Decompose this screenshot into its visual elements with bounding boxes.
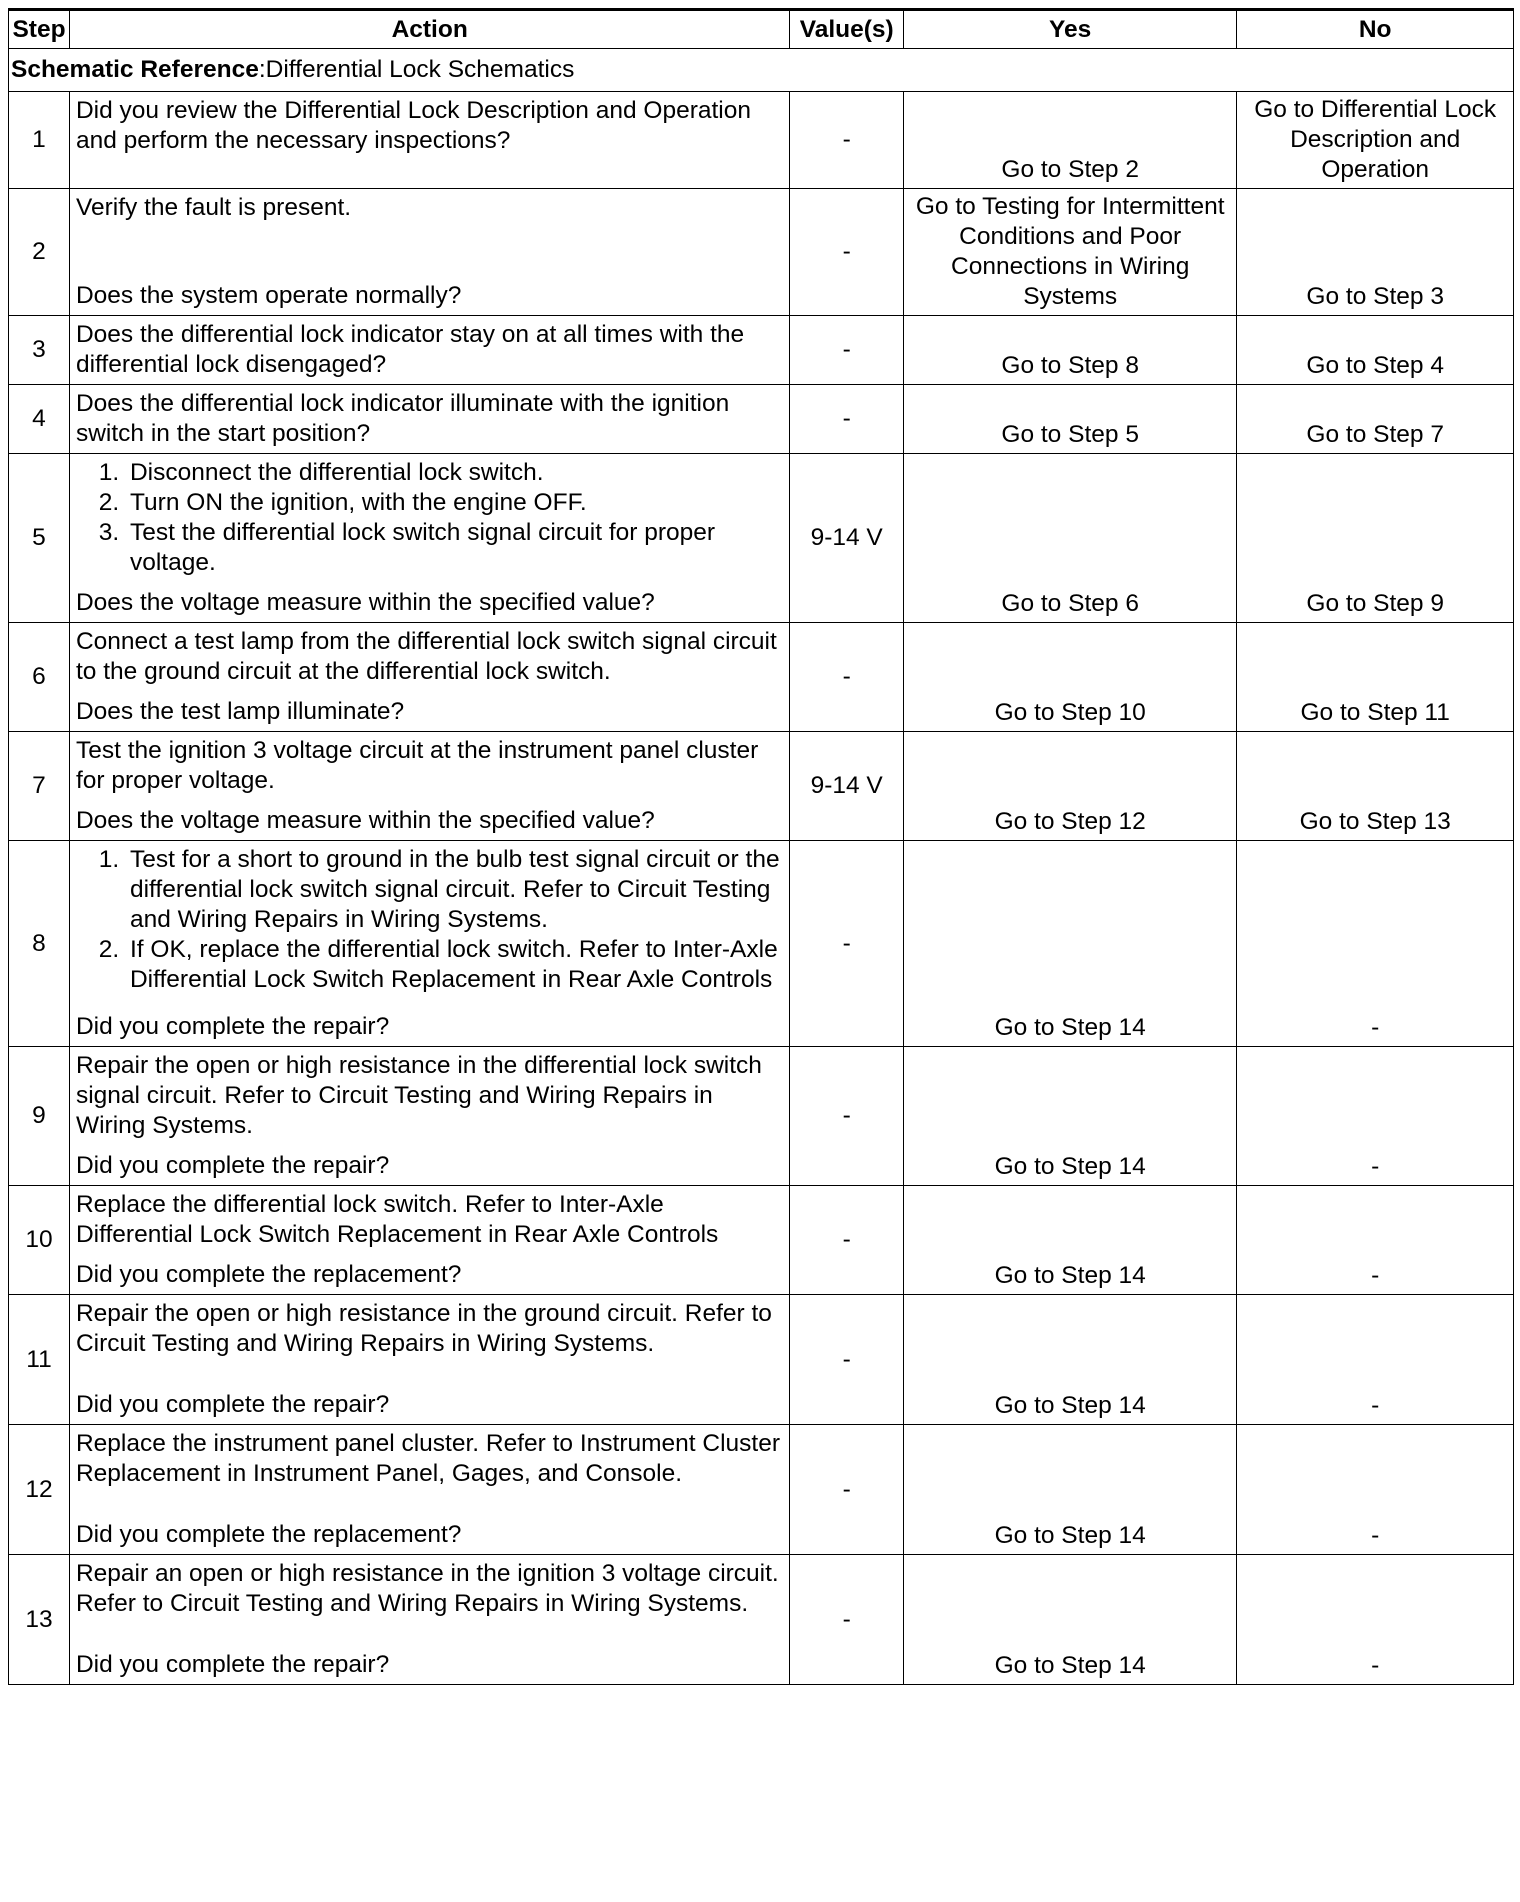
no-result-text: Go to Step 3: [1306, 283, 1444, 310]
action-cell: [69, 189, 789, 316]
action-content: [76, 1429, 783, 1550]
no-result-wrap: [1239, 457, 1511, 619]
header-step: Step: [9, 10, 70, 49]
table-row: [9, 1295, 1514, 1425]
yes-result-wrap: [906, 1428, 1234, 1551]
yes-result-text: Go to Step 14: [994, 1153, 1146, 1180]
value-cell: -: [790, 623, 904, 732]
no-result-wrap: [1239, 1189, 1511, 1291]
step-number: 11: [9, 1295, 70, 1425]
value-cell: 9-14 V: [790, 454, 904, 623]
action-step-item: 1. Test for a short to ground in the bulb test signal circuit or the differential lock switch signal circuit. Refer to Circuit Testing and Wiring Repairs in Wiring Systems.: [126, 845, 783, 935]
yes-result-text: Go to Step 14: [994, 1262, 1146, 1289]
value-cell: -: [790, 385, 904, 454]
no-result-wrap: [1239, 95, 1511, 185]
action-question: Does the voltage measure within the specified value?: [75, 807, 655, 834]
yes-result-text: Go to Step 14: [994, 1522, 1146, 1549]
yes-result-wrap: [906, 388, 1234, 450]
no-result-cell: [1237, 732, 1514, 841]
step-number: 3: [9, 316, 70, 385]
no-result-text: Go to Step 9: [1306, 590, 1444, 617]
schematic-reference-value: Differential Lock Schematics: [265, 56, 575, 83]
yes-result-wrap: [906, 1189, 1234, 1291]
no-result-cell: [1237, 623, 1514, 732]
no-result-text: -: [1371, 1522, 1380, 1549]
action-cell: [69, 841, 789, 1047]
action-text: Verify the fault is present.: [75, 194, 352, 221]
action-instructions: [76, 1299, 783, 1359]
value-cell: -: [790, 1555, 904, 1685]
no-result-text: -: [1371, 1652, 1380, 1679]
action-content: [76, 1051, 783, 1181]
action-cell: [69, 385, 789, 454]
action-content: [76, 1299, 783, 1420]
action-cell: [69, 1047, 789, 1186]
no-result-text: Go to Step 4: [1306, 352, 1444, 379]
yes-result-cell: [903, 623, 1236, 732]
action-step-item: 2. Turn ON the ignition, with the engine OFF.: [126, 488, 783, 518]
yes-result-cell: [903, 841, 1236, 1047]
step-number: 9: [9, 1047, 70, 1186]
action-cell: [69, 1555, 789, 1685]
action-instructions: [76, 96, 783, 156]
table-row: [9, 1425, 1514, 1555]
action-instructions: [76, 1429, 783, 1489]
value-cell: -: [790, 1186, 904, 1295]
action-content: [76, 1559, 783, 1680]
no-result-text: -: [1371, 1153, 1380, 1180]
action-question: Did you complete the replacement?: [75, 1261, 462, 1288]
action-question: Did you complete the repair?: [75, 1152, 390, 1179]
value-cell: -: [790, 1295, 904, 1425]
action-question: Does the system operate normally?: [75, 282, 462, 309]
action-text: Repair an open or high resistance in the ignition 3 voltage circuit. Refer to Circuit Testing and Wiring Repairs in Wiring Systems.: [75, 1560, 779, 1617]
action-text: Repair the open or high resistance in the differential lock switch signal circuit. Refer to Circuit Testing and Wiring Repairs in Wiring Systems.: [75, 1052, 762, 1139]
action-steps-list: [76, 845, 783, 995]
action-step-item: 1. Disconnect the differential lock switch.: [126, 458, 783, 488]
step-number: 12: [9, 1425, 70, 1555]
no-result-cell: [1237, 385, 1514, 454]
no-result-wrap: [1239, 844, 1511, 1043]
action-instructions: [76, 845, 783, 995]
schematic-reference-label: Schematic Reference: [11, 56, 259, 83]
no-result-wrap: [1239, 388, 1511, 450]
value-cell: 9-14 V: [790, 732, 904, 841]
yes-result-cell: [903, 732, 1236, 841]
action-steps-list: [76, 458, 783, 578]
action-question: Did you complete the repair?: [75, 1391, 390, 1418]
action-content: [76, 389, 783, 449]
schematic-reference: [9, 49, 1514, 92]
action-text: Connect a test lamp from the differential lock switch signal circuit to the ground circuit at the differential lock switch.: [75, 628, 777, 685]
no-result-wrap: [1239, 1558, 1511, 1681]
action-text: Did you review the Differential Lock Description and Operation and perform the necessary inspections?: [75, 97, 751, 154]
step-number: 13: [9, 1555, 70, 1685]
yes-result-cell: [903, 1295, 1236, 1425]
yes-result-wrap: [906, 192, 1234, 312]
action-content: [76, 193, 783, 311]
no-result-text: Go to Step 11: [1300, 699, 1450, 726]
yes-result-wrap: [906, 735, 1234, 837]
table-header: [9, 10, 1514, 49]
yes-result-cell: [903, 316, 1236, 385]
action-cell: [69, 454, 789, 623]
action-question: Did you complete the repair?: [75, 1013, 390, 1040]
no-result-wrap: [1239, 319, 1511, 381]
table-row: [9, 732, 1514, 841]
no-result-wrap: [1239, 1298, 1511, 1421]
yes-result-cell: [903, 1555, 1236, 1685]
action-text: Does the differential lock indicator illuminate with the ignition switch in the start position?: [75, 390, 730, 447]
action-text: Test the ignition 3 voltage circuit at the instrument panel cluster for proper voltage.: [75, 737, 759, 794]
yes-result-cell: [903, 92, 1236, 189]
action-cell: [69, 1186, 789, 1295]
action-instructions: [76, 458, 783, 578]
step-number: 5: [9, 454, 70, 623]
step-number: 6: [9, 623, 70, 732]
action-content: [76, 1190, 783, 1290]
value-cell: -: [790, 1047, 904, 1186]
action-instructions: [76, 1190, 783, 1250]
yes-result-text: Go to Step 5: [1001, 421, 1139, 448]
step-number: 4: [9, 385, 70, 454]
value-cell: -: [790, 1425, 904, 1555]
no-result-cell: [1237, 1425, 1514, 1555]
table-row: [9, 623, 1514, 732]
no-result-text: Go to Step 13: [1299, 808, 1451, 835]
action-cell: [69, 1295, 789, 1425]
yes-result-text: Go to Step 14: [994, 1392, 1146, 1419]
header-no: No: [1237, 10, 1514, 49]
diagnostic-table: [8, 8, 1514, 1685]
table-row: [9, 1186, 1514, 1295]
no-result-cell: [1237, 454, 1514, 623]
action-content: [76, 736, 783, 836]
table-row: [9, 454, 1514, 623]
no-result-cell: [1237, 841, 1514, 1047]
yes-result-cell: [903, 1425, 1236, 1555]
no-result-wrap: [1239, 735, 1511, 837]
yes-result-wrap: [906, 457, 1234, 619]
yes-result-cell: [903, 189, 1236, 316]
action-instructions: [76, 627, 783, 687]
yes-result-cell: [903, 385, 1236, 454]
action-instructions: [76, 193, 783, 223]
yes-result-wrap: [906, 1298, 1234, 1421]
action-cell: [69, 92, 789, 189]
table-row: [9, 189, 1514, 316]
value-cell: -: [790, 841, 904, 1047]
table-row: [9, 841, 1514, 1047]
action-text: Replace the differential lock switch. Refer to Inter-Axle Differential Lock Switch Replacement in Rear Axle Controls: [75, 1191, 719, 1248]
no-result-wrap: [1239, 1428, 1511, 1551]
action-question: Did you complete the repair?: [75, 1651, 390, 1678]
no-result-text: Go to Step 7: [1306, 421, 1444, 448]
no-result-wrap: [1239, 192, 1511, 312]
step-number: 7: [9, 732, 70, 841]
table-body: [9, 49, 1514, 1685]
action-text: Does the differential lock indicator stay on at all times with the differential lock disengaged?: [75, 321, 745, 378]
step-number: 2: [9, 189, 70, 316]
no-result-text: -: [1371, 1392, 1380, 1419]
action-text: Replace the instrument panel cluster. Refer to Instrument Cluster Replacement in Instrument Panel, Gages, and Console.: [75, 1430, 781, 1487]
value-cell: -: [790, 189, 904, 316]
yes-result-text: Go to Testing for Intermittent Conditions and Poor Connections in Wiring Systems: [915, 193, 1225, 310]
yes-result-cell: [903, 1186, 1236, 1295]
no-result-cell: [1237, 189, 1514, 316]
table-row: [9, 385, 1514, 454]
action-text: Repair the open or high resistance in the ground circuit. Refer to Circuit Testing and Wiring Repairs in Wiring Systems.: [75, 1300, 772, 1357]
no-result-cell: [1237, 92, 1514, 189]
table-row: [9, 1555, 1514, 1685]
action-cell: [69, 1425, 789, 1555]
action-question: Did you complete the replacement?: [75, 1521, 462, 1548]
yes-result-cell: [903, 1047, 1236, 1186]
yes-result-wrap: [906, 626, 1234, 728]
action-instructions: [76, 1051, 783, 1141]
no-result-wrap: [1239, 626, 1511, 728]
yes-result-wrap: [906, 1050, 1234, 1182]
action-content: [76, 458, 783, 618]
value-cell: -: [790, 92, 904, 189]
yes-result-text: Go to Step 14: [994, 1652, 1146, 1679]
action-question: Does the test lamp illuminate?: [75, 698, 405, 725]
no-result-cell: [1237, 316, 1514, 385]
header-action: Action: [69, 10, 789, 49]
yes-result-wrap: [906, 95, 1234, 185]
yes-result-text: Go to Step 8: [1001, 352, 1139, 379]
no-result-cell: [1237, 1186, 1514, 1295]
action-instructions: [76, 736, 783, 796]
no-result-cell: [1237, 1555, 1514, 1685]
action-content: [76, 320, 783, 380]
yes-result-text: Go to Step 12: [994, 808, 1146, 835]
table-row: [9, 1047, 1514, 1186]
table-row: [9, 92, 1514, 189]
yes-result-text: Go to Step 14: [994, 1014, 1146, 1041]
value-cell: -: [790, 316, 904, 385]
header-values: Value(s): [790, 10, 904, 49]
action-instructions: [76, 1559, 783, 1619]
yes-result-text: Go to Step 6: [1001, 590, 1139, 617]
header-yes: Yes: [903, 10, 1236, 49]
yes-result-wrap: [906, 1558, 1234, 1681]
schematic-reference-row: [9, 49, 1514, 92]
action-content: [76, 96, 783, 184]
no-result-text: -: [1371, 1014, 1380, 1041]
step-number: 1: [9, 92, 70, 189]
action-cell: [69, 316, 789, 385]
step-number: 10: [9, 1186, 70, 1295]
no-result-wrap: [1239, 1050, 1511, 1182]
action-content: [76, 845, 783, 1042]
action-instructions: [76, 389, 783, 449]
action-cell: [69, 623, 789, 732]
no-result-cell: [1237, 1295, 1514, 1425]
action-step-item: 3. Test the differential lock switch signal circuit for proper voltage.: [126, 518, 783, 578]
schematic-reference-separator: :: [258, 56, 266, 83]
action-content: [76, 627, 783, 727]
diagnostic-table-container: [8, 8, 1514, 1685]
yes-result-cell: [903, 454, 1236, 623]
yes-result-wrap: [906, 844, 1234, 1043]
yes-result-wrap: [906, 319, 1234, 381]
action-question: Does the voltage measure within the specified value?: [75, 589, 655, 616]
action-instructions: [76, 320, 783, 380]
no-result-text: -: [1371, 1262, 1380, 1289]
action-cell: [69, 732, 789, 841]
no-result-cell: [1237, 1047, 1514, 1186]
yes-result-text: Go to Step 2: [1001, 156, 1139, 183]
yes-result-text: Go to Step 10: [994, 699, 1146, 726]
action-step-item: 2. If OK, replace the differential lock switch. Refer to Inter-Axle Differential Lock Switch Replacement in Rear Axle Controls: [126, 935, 783, 995]
table-row: [9, 316, 1514, 385]
no-result-text: Go to Differential Lock Description and Operation: [1254, 96, 1497, 183]
step-number: 8: [9, 841, 70, 1047]
